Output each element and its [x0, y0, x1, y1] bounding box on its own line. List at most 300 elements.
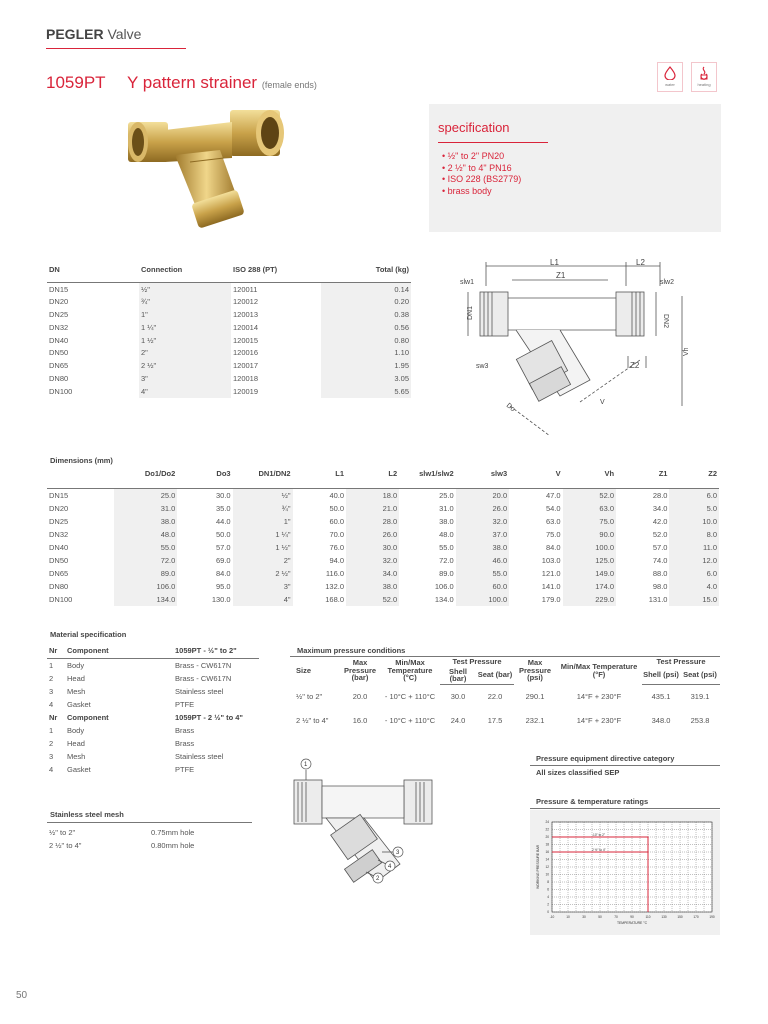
table-cell: Component — [67, 712, 109, 722]
chart-y-tick-label: 4 — [547, 895, 549, 900]
spec-item: • brass body — [442, 186, 521, 198]
col-header: L2 — [346, 466, 399, 489]
chart-x-tick-label: 130 — [661, 915, 667, 919]
table-cell: 435.1 — [651, 691, 671, 701]
table-cell: 1 — [49, 660, 54, 670]
spec-item: • ½" to 2" PN20 — [442, 151, 521, 163]
ped-underline — [530, 765, 720, 766]
table-row — [47, 321, 411, 334]
brand-underline — [46, 48, 186, 49]
col-header: Z2 — [669, 466, 719, 489]
table-cell: DN100 — [49, 386, 73, 396]
table-cell: 229.0 — [563, 593, 616, 606]
table-cell: 34.0 — [652, 503, 668, 513]
table-cell: 149.0 — [563, 567, 616, 580]
table-cell: DN20 — [49, 297, 69, 307]
table-cell: 2" — [233, 554, 293, 567]
table-cell: - 10°C + 110°C — [384, 691, 436, 701]
col-header: slw1/slw2 — [399, 466, 456, 489]
table-row — [47, 659, 259, 672]
table-cell: 16.0 — [352, 715, 368, 725]
table-cell: DN15 — [49, 490, 69, 500]
table-cell: 63.0 — [545, 516, 561, 526]
col-header: Total (kg) — [321, 262, 411, 283]
col-header: Shell (psi) — [642, 667, 680, 685]
col-header: Seat (bar) — [476, 667, 514, 685]
table-row — [47, 346, 411, 359]
table-cell: 26.0 — [456, 502, 509, 515]
table-cell: 120018 — [233, 373, 259, 383]
table-cell: DN100 — [49, 594, 73, 604]
table-cell: 0.75mm hole — [151, 828, 195, 837]
table-cell: DN15 — [49, 284, 69, 294]
table-cell: 30.0 — [450, 691, 466, 701]
table-cell: Brass — [175, 725, 195, 735]
col-header: Size — [296, 665, 312, 675]
table-cell: 12.0 — [669, 554, 719, 567]
table-cell: Brass - CW617N — [175, 673, 232, 683]
table-header-row — [47, 643, 259, 659]
table-cell: DN65 — [49, 568, 69, 578]
table-row — [290, 684, 720, 708]
table-cell: 4.0 — [669, 580, 719, 593]
table-cell: 38.0 — [456, 541, 509, 554]
table-cell: 134.0 — [114, 593, 178, 606]
product-subtitle: (female ends) — [261, 80, 317, 90]
table-row — [47, 295, 411, 308]
label-V: V — [600, 399, 605, 406]
table-cell: 1" — [139, 308, 231, 321]
table-cell: 1059PT - 2 ½" to 4" — [175, 712, 243, 722]
table-row — [47, 593, 719, 606]
table-cell: 130.0 — [211, 594, 231, 604]
chart-y-tick-label: 22 — [545, 827, 549, 832]
table-cell: 25.0 — [439, 490, 454, 500]
mesh-title: Stainless steel mesh — [50, 810, 124, 819]
table-cell: 28.0 — [652, 490, 668, 500]
table-cell: 1 ¼" — [233, 528, 293, 541]
table-cell: 24.0 — [450, 715, 466, 725]
table-cell: ½" to 2" — [49, 828, 76, 837]
table-cell: 95.0 — [215, 581, 231, 591]
table-cell: 44.0 — [215, 516, 231, 526]
table-cell: 106.0 — [114, 580, 178, 593]
col-header: Do3 — [177, 466, 232, 489]
table-cell: 1 — [49, 725, 54, 735]
page-number: 50 — [16, 990, 28, 1001]
table-cell: 89.0 — [439, 568, 454, 578]
specification-title: specification — [438, 120, 510, 135]
table-cell: 32.0 — [456, 515, 509, 528]
chart-y-tick-label: 18 — [545, 842, 549, 847]
table-header-row — [47, 262, 411, 283]
pressure-title: Maximum pressure conditions — [297, 646, 406, 655]
table-cell: 90.0 — [563, 528, 616, 541]
table-row — [47, 839, 252, 852]
table-row — [47, 698, 259, 711]
material-title: Material specification — [50, 630, 127, 639]
table-cell: 30.0 — [215, 490, 231, 500]
table-cell: 2 ½" — [233, 567, 293, 580]
table-cell: ½" — [233, 489, 293, 502]
table-cell: 1.95 — [321, 359, 411, 372]
product-title — [127, 73, 317, 93]
table-cell: 3 — [49, 686, 54, 696]
ped-value: All sizes classified SEP — [536, 768, 620, 777]
table-cell: Stainless steel — [175, 686, 224, 696]
table-cell: DN80 — [49, 373, 69, 383]
table-cell: 348.0 — [651, 715, 671, 725]
table-cell: 120012 — [233, 297, 259, 307]
table-cell: DN40 — [49, 542, 69, 552]
table-cell: 1" — [233, 515, 293, 528]
col-header: 1059PT - ½" to 2" — [173, 643, 259, 659]
chart-x-axis-label: TEMPERATURE °C — [616, 921, 648, 925]
ped-title: Pressure equipment directive category — [536, 754, 675, 763]
callout-label: 2 — [376, 876, 380, 882]
chart-y-tick-label: 14 — [545, 857, 549, 862]
table-cell: 70.0 — [329, 529, 345, 539]
table-cell: 120014 — [233, 322, 259, 332]
table-cell: 2 ½" — [139, 359, 231, 372]
table-cell: 4" — [139, 385, 231, 398]
table-cell: 116.0 — [325, 568, 345, 578]
table-cell: 3 — [49, 751, 54, 761]
col-header: Max Pressure (psi) — [518, 658, 552, 683]
table-cell: 1 ¼" — [139, 321, 231, 334]
label-Do: Do — [504, 402, 517, 414]
col-header: Do1/Do2 — [114, 466, 178, 489]
table-cell: DN50 — [49, 555, 69, 565]
table-cell: 17.5 — [487, 715, 503, 725]
table-row — [47, 685, 259, 698]
table-cell: ¾" — [233, 502, 293, 515]
table-cell: 98.0 — [652, 581, 668, 591]
table-cell: Brass — [175, 738, 195, 748]
label-L2: L2 — [636, 258, 645, 267]
col-header: DN — [47, 262, 139, 283]
chart-x-tick-label: 90 — [630, 915, 634, 919]
table-cell: 38.0 — [346, 580, 399, 593]
table-cell: DN32 — [49, 322, 69, 332]
col-header: Connection — [139, 262, 231, 283]
material-table — [47, 643, 259, 776]
mesh-table — [47, 826, 252, 852]
brand-name: PEGLER — [46, 26, 104, 42]
col-header: Component — [65, 643, 173, 659]
label-Z2: Z2 — [630, 361, 640, 370]
table-cell: DN25 — [49, 516, 69, 526]
table-row — [47, 554, 719, 567]
water-icon — [664, 66, 676, 80]
table-cell: 32.0 — [346, 554, 399, 567]
col-header: Min/Max Temperature (°C) — [387, 658, 433, 683]
table-cell: 120019 — [233, 386, 259, 396]
table-cell: 42.0 — [652, 516, 668, 526]
table-cell: 72.0 — [114, 554, 178, 567]
table-cell: 28.0 — [346, 515, 399, 528]
table-cell: Gasket — [67, 764, 91, 774]
mesh-underline — [47, 822, 252, 823]
table-cell: 50.0 — [215, 529, 231, 539]
table-cell: 120013 — [233, 309, 259, 319]
table-cell: 75.0 — [545, 529, 561, 539]
table-cell: 18.0 — [346, 489, 399, 502]
chart-x-tick-label: 10 — [566, 915, 570, 919]
table-cell: 55.0 — [114, 541, 178, 554]
table-cell: 20.0 — [352, 691, 368, 701]
table-cell: 290.1 — [525, 691, 545, 701]
table-cell: DN25 — [49, 309, 69, 319]
table-row — [290, 708, 720, 732]
callout-label: 4 — [388, 864, 392, 870]
table-row — [47, 737, 259, 750]
connection-table — [47, 262, 411, 398]
table-cell: 72.0 — [439, 555, 454, 565]
table-cell: 100.0 — [563, 541, 616, 554]
table-cell: 3.05 — [321, 372, 411, 385]
table-cell: 1.10 — [321, 346, 411, 359]
table-cell: 84.0 — [215, 568, 231, 578]
spec-item: • ISO 228 (BS2779) — [442, 174, 521, 186]
col-header: Max Pressure (bar) — [343, 658, 377, 683]
table-cell: 74.0 — [652, 555, 668, 565]
table-cell: 120015 — [233, 335, 259, 345]
table-cell: 54.0 — [545, 503, 561, 513]
table-cell: 57.0 — [215, 542, 231, 552]
table-cell: 88.0 — [652, 568, 668, 578]
table-cell: PTFE — [175, 699, 195, 709]
chart-y-tick-label: 16 — [545, 850, 549, 855]
table-row — [47, 372, 411, 385]
table-cell: 179.0 — [541, 594, 561, 604]
table-cell: 5.0 — [669, 502, 719, 515]
table-cell: 52.0 — [652, 529, 668, 539]
chart-x-tick-label: 170 — [693, 915, 699, 919]
table-cell: 40.0 — [329, 490, 345, 500]
table-cell: 168.0 — [325, 594, 345, 604]
table-cell: 46.0 — [456, 554, 509, 567]
table-cell: 30.0 — [346, 541, 399, 554]
table-cell: 89.0 — [114, 567, 178, 580]
table-row — [47, 359, 411, 372]
table-cell: 2 ½" to 4" — [296, 715, 329, 725]
heating-icon-box — [691, 62, 717, 92]
table-cell: DN32 — [49, 529, 69, 539]
chart-y-tick-label: 6 — [547, 887, 549, 892]
table-cell: 11.0 — [669, 541, 719, 554]
chart-y-tick-label: 2 — [547, 902, 549, 907]
table-cell: Mesh — [67, 686, 86, 696]
chart-y-tick-label: 0 — [547, 910, 549, 915]
table-cell: 60.0 — [329, 516, 345, 526]
table-cell: 106.0 — [434, 581, 454, 591]
table-cell: 48.0 — [114, 528, 178, 541]
table-cell: 50.0 — [329, 503, 345, 513]
table-cell: 0.56 — [321, 321, 411, 334]
table-cell: Stainless steel — [175, 751, 224, 761]
table-cell: 3" — [139, 372, 231, 385]
table-cell: 15.0 — [669, 593, 719, 606]
table-cell: 21.0 — [346, 502, 399, 515]
table-cell: 125.0 — [563, 554, 616, 567]
table-cell: 60.0 — [456, 580, 509, 593]
table-subheader-row — [47, 711, 259, 724]
chart-y-tick-label: 8 — [547, 880, 549, 885]
chart-x-tick-label: 70 — [614, 915, 618, 919]
spec-item: • 2 ½" to 4" PN16 — [442, 163, 521, 175]
col-header: L1 — [293, 466, 346, 489]
table-cell: 1 ½" — [139, 334, 231, 347]
table-cell: 4" — [233, 593, 293, 606]
water-icon-label: water — [665, 82, 675, 87]
callout-label: 3 — [396, 850, 400, 856]
dimensions-table — [47, 466, 719, 606]
product-photo — [120, 100, 300, 230]
table-cell: 47.0 — [545, 490, 561, 500]
col-header: Nr — [47, 643, 65, 659]
chart-y-tick-label: 20 — [545, 835, 549, 840]
callout-label: 1 — [304, 762, 308, 768]
col-header — [47, 466, 114, 489]
chart-y-tick-label: 10 — [545, 872, 549, 877]
table-cell: 0.38 — [321, 308, 411, 321]
table-cell: 0.14 — [321, 283, 411, 296]
ratings-chart — [530, 810, 720, 935]
brand-suffix: Valve — [107, 26, 142, 42]
table-cell: Gasket — [67, 699, 91, 709]
table-cell: DN65 — [49, 361, 69, 371]
table-cell: 134.0 — [434, 594, 454, 604]
table-cell: Head — [67, 738, 85, 748]
table-row — [47, 672, 259, 685]
table-cell: ½" to 2" — [296, 691, 323, 701]
table-cell: Head — [67, 673, 85, 683]
table-cell: 2" — [139, 346, 231, 359]
table-row — [47, 334, 411, 347]
table-row — [47, 502, 719, 515]
table-cell: Body — [67, 725, 85, 735]
label-Vh: Vh — [683, 347, 690, 356]
table-cell: 69.0 — [215, 555, 231, 565]
label-DN1: DN1 — [467, 305, 474, 320]
table-cell: 0.80mm hole — [151, 841, 195, 850]
table-cell: 48.0 — [439, 529, 454, 539]
table-cell: DN40 — [49, 335, 69, 345]
table-cell: 319.1 — [690, 691, 710, 701]
brand-header — [46, 26, 141, 42]
col-header: V — [509, 466, 562, 489]
ratings-title: Pressure & temperature ratings — [536, 797, 649, 806]
table-cell: 20.0 — [456, 489, 509, 502]
table-row — [47, 724, 259, 737]
table-cell: ¾" — [139, 295, 231, 308]
table-cell: 6.0 — [669, 489, 719, 502]
chart-x-tick-label: 30 — [582, 915, 586, 919]
chart-annotation: 2 ½" to 4" — [592, 848, 606, 852]
table-cell: 2 — [49, 738, 54, 748]
specification-list — [442, 151, 521, 197]
table-cell: 38.0 — [439, 516, 454, 526]
dimension-diagram — [450, 256, 720, 442]
chart-x-tick-label: 110 — [645, 915, 651, 919]
table-cell: 6.0 — [669, 567, 719, 580]
table-row — [47, 515, 719, 528]
table-cell: Body — [67, 660, 85, 670]
table-row — [47, 283, 411, 296]
table-cell: 3" — [233, 580, 293, 593]
col-header: Shell (bar) — [440, 667, 476, 685]
col-header: ISO 288 (PT) — [231, 262, 321, 283]
pressure-table — [290, 657, 720, 732]
table-cell: 55.0 — [439, 542, 454, 552]
table-cell: 2 ½" to 4" — [49, 841, 82, 850]
specification-underline — [438, 142, 548, 143]
col-header: Vh — [563, 466, 616, 489]
table-cell: PTFE — [175, 764, 195, 774]
table-cell: 76.0 — [329, 542, 345, 552]
table-cell: 253.8 — [690, 715, 710, 725]
table-cell: 8.0 — [669, 528, 719, 541]
table-cell: 5.65 — [321, 385, 411, 398]
table-cell: Nr — [49, 712, 58, 722]
table-cell: 141.0 — [541, 581, 561, 591]
chart-annotation: -10" to 2" — [592, 833, 606, 837]
table-row — [47, 580, 719, 593]
table-cell: 10.0 — [669, 515, 719, 528]
table-cell: 52.0 — [563, 489, 616, 502]
table-cell: DN80 — [49, 581, 69, 591]
table-cell: 120011 — [233, 284, 258, 294]
chart-x-tick-label: 150 — [677, 915, 683, 919]
table-cell: ½" — [139, 283, 231, 296]
chart-y-axis-label: WORKING PRESSURE BAR — [536, 844, 540, 890]
table-header-row — [290, 657, 720, 667]
table-cell: 2 — [49, 673, 54, 683]
chart-y-tick-label: 12 — [545, 865, 549, 870]
table-row — [47, 763, 259, 776]
table-row — [47, 541, 719, 554]
table-cell: 4 — [49, 764, 54, 774]
label-DN2: DN2 — [662, 314, 669, 329]
table-row — [47, 489, 719, 502]
table-cell: 34.0 — [346, 567, 399, 580]
col-header: Z1 — [616, 466, 669, 489]
table-cell: 132.0 — [325, 581, 345, 591]
table-cell: Mesh — [67, 751, 86, 761]
label-L1: L1 — [550, 258, 559, 267]
table-cell: 94.0 — [329, 555, 345, 565]
label-slw1: slw1 — [460, 279, 475, 286]
table-cell: 35.0 — [215, 503, 231, 513]
table-cell: 232.1 — [525, 715, 545, 725]
table-cell: 14°F + 230°F — [576, 691, 622, 701]
table-cell: DN20 — [49, 503, 69, 513]
table-cell: 63.0 — [563, 502, 616, 515]
table-row — [47, 750, 259, 763]
chart-x-tick-label: -10 — [549, 915, 555, 919]
table-cell: DN50 — [49, 348, 69, 358]
table-cell: 1 ½" — [233, 541, 293, 554]
label-slw2: slw2 — [660, 279, 675, 286]
table-cell: 103.0 — [541, 555, 561, 565]
table-cell: - 10°C + 110°C — [384, 715, 436, 725]
table-cell: 14°F + 230°F — [576, 715, 622, 725]
col-header: DN1/DN2 — [233, 466, 293, 489]
col-header: Test Pressure — [452, 657, 502, 666]
table-cell: 121.0 — [541, 568, 561, 578]
table-cell: 120017 — [233, 361, 259, 371]
